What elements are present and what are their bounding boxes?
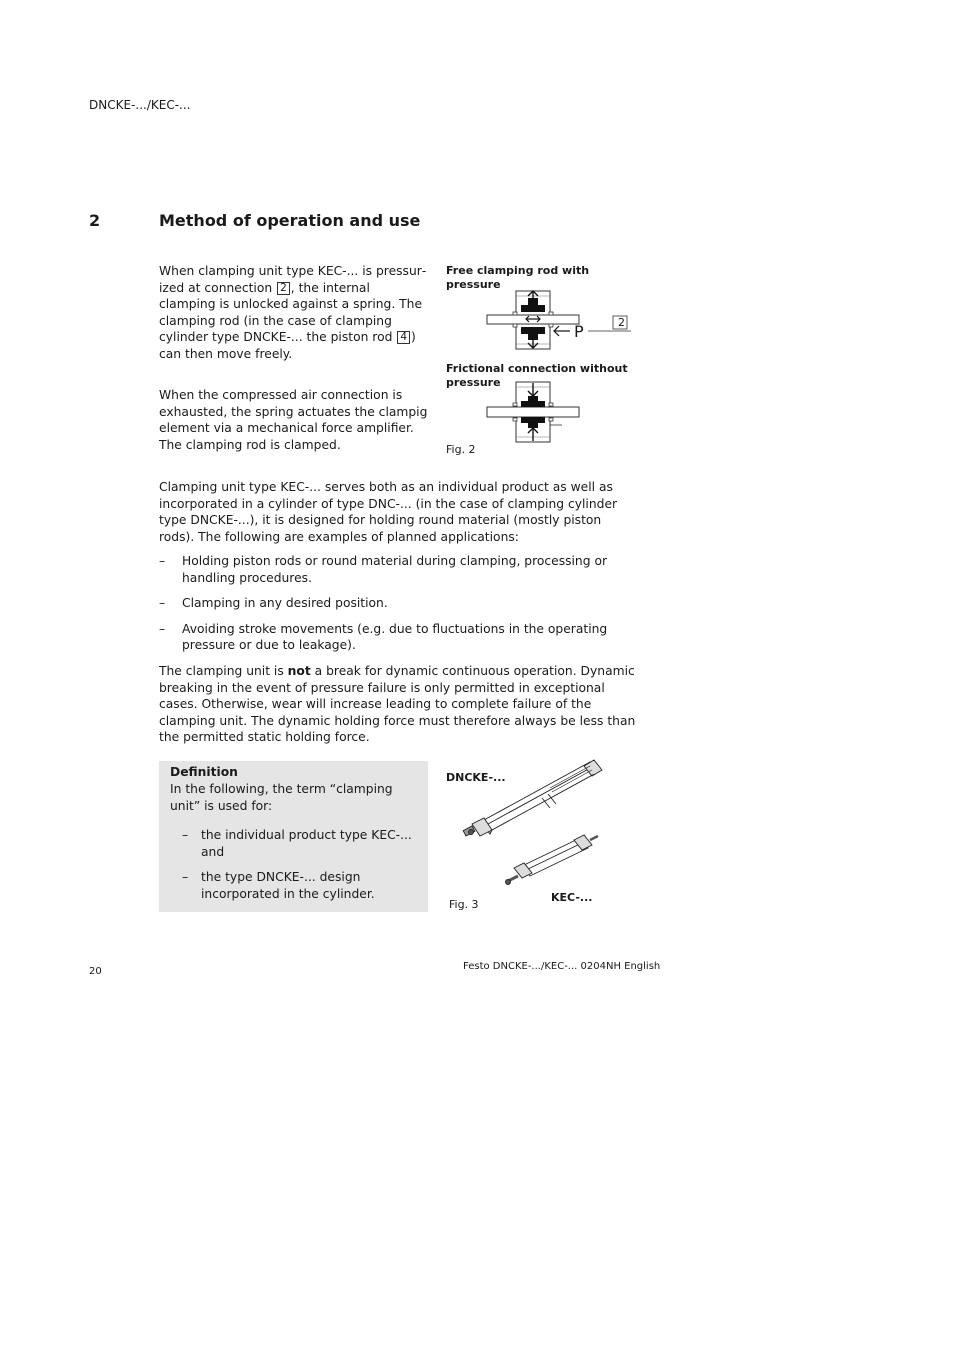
fig2-caption-frictional: Frictional connection without pressure [446,362,628,389]
list-item-text: the individual product type KEC-... and [201,828,412,859]
list-dash: – [159,554,166,568]
paragraph-text: a break for dynamic continuous operation. Dynamic breaking in the event of pressure failure is only permitted in exceptional cases. Otherwise, wear will increase leading to complete failure of the clamping unit. The dynamic holding force must therefore always be less than the permitted static holding force. [159,664,636,744]
fig2-label: Fig. 2 [446,443,476,456]
fig3-label: Fig. 3 [449,898,479,911]
section-number: 2 [89,211,101,230]
list-item-text: Clamping in any desired position. [182,596,388,610]
document-header: DNCKE-.../KEC-... [89,98,191,112]
list-item [159,553,639,586]
fig3-illustration [462,758,608,898]
list-item-text: Holding piston rods or round material during clamping, processing or handling procedures. [182,554,608,585]
list-item [170,869,420,902]
port-label: P [574,322,584,341]
definition-list [170,827,420,911]
list-item-text: Avoiding stroke movements (e.g. due to fluctuations in the operating pressure or due to leakage). [182,621,608,652]
paragraph-dynamic-operation [159,663,639,746]
list-dash: – [182,870,189,884]
definition-box [159,761,428,912]
footer-text: Festo DNCKE-.../KEC-... 0204NH English [463,961,661,972]
list-item [170,827,420,860]
fig3-label-kec: KEC-... [551,891,593,904]
page-number: 20 [89,966,102,977]
emphasis-not: not [287,664,311,678]
paragraph-text: The clamping unit is [159,664,288,678]
fig2-diagram-free [484,288,634,354]
definition-text: In the following, the term “clamping unit” is used for: [170,782,393,813]
paragraph-exhausted: When the compressed air connection is exhausted, the spring actuates the clampig element via a mechanical force amplifier. The clamping rod is clamped. [159,388,428,452]
port-ref: 2 [618,316,625,329]
applications-list [159,553,639,663]
piston-rod-ref: 4 [397,331,410,344]
paragraph-pressurized [159,263,429,362]
list-item [159,595,639,612]
definition-title: Definition [170,765,238,779]
list-dash: – [182,828,189,842]
list-item [159,621,639,654]
paragraph-text: ) can then move freely. [159,330,416,361]
fig2-diagram-clamped [484,380,594,444]
paragraph-text: , the internal clamping is unlocked against a spring. The clamping rod (in the case of clamping cylinder type DNCKE-... the piston rod [159,280,423,344]
list-dash: – [159,596,166,610]
section-title: Method of operation and use [159,211,421,230]
list-item-text: the type DNCKE-... design incorporated in the cylinder. [201,870,375,901]
paragraph-applications: Clamping unit type KEC-... serves both as an individual product as well as incorporated in a cylinder of type DNC-... (in the case of clamping cylinder type DNCKE-...), it is designed for holding round material (mostly piston rods). The following are examples of planned applications: [159,480,618,544]
connection-ref: 2 [277,282,290,295]
paragraph-text: When clamping unit type KEC-... is pressurized at connection [159,264,427,295]
fig2-caption-free: Free clamping rod with pressure [446,264,590,291]
list-dash: – [159,621,166,636]
fig3-label-dncke: DNCKE-... [446,771,506,784]
